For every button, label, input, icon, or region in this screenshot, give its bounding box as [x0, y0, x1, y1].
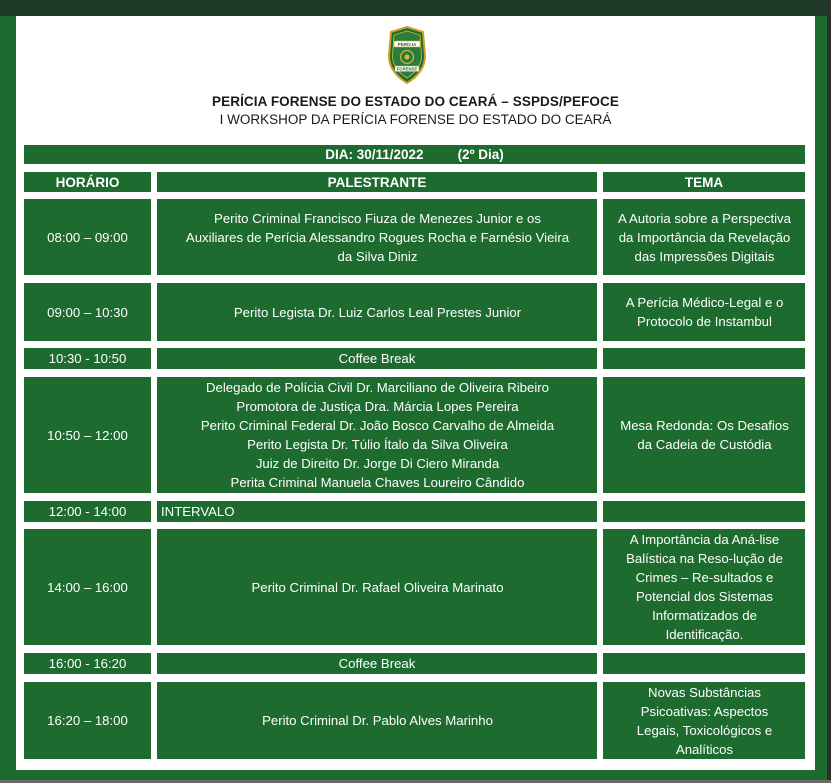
row-7-speaker: Coffee Break: [157, 653, 597, 674]
row-6-speaker: Perito Criminal Dr. Rafael Oliveira Marinato: [157, 529, 597, 645]
logo-text-bottom: FORENSE: [396, 66, 418, 72]
column-header-horario: HORÁRIO: [24, 172, 151, 192]
window-top-edge: [0, 0, 831, 16]
row-8-time: 16:20 – 18:00: [24, 682, 151, 759]
day-bar: [24, 145, 805, 164]
row-1-speaker: Perito Criminal Francisco Fiuza de Menezes Junior e os Auxiliares de Perícia Alessandro Rogues Rocha e Farnésio Vieira da Silva Diniz: [157, 199, 597, 275]
logo-text-top: PERÍCIA: [397, 42, 417, 47]
row-7-theme: [603, 653, 805, 674]
row-8-theme: Novas Substâncias Psicoativas: Aspectos Legais, Toxicológicos e Analíticos: [603, 682, 805, 759]
row-1-theme: A Autoria sobre a Perspectiva da Importância da Revelação das Impressões Digitais: [603, 199, 805, 275]
day-date: DIA: 30/11/2022: [325, 147, 424, 162]
row-6-theme: A Importância da Aná-lise Balística na Reso-lução de Crimes – Re-sultados e Potencial dos Sistemas Informatizados de Identificação.: [603, 529, 805, 645]
row-2-time: 09:00 – 10:30: [24, 283, 151, 341]
row-3-theme: [603, 348, 805, 369]
pefoce-badge-logo: [387, 26, 427, 84]
column-header-palestrante: PALESTRANTE: [157, 172, 597, 192]
row-3-time: 10:30 - 10:50: [24, 348, 151, 369]
row-4-time: 10:50 – 12:00: [24, 377, 151, 493]
row-2-theme: A Perícia Médico-Legal e o Protocolo de Instambul: [603, 283, 805, 341]
row-5-time: 12:00 - 14:00: [24, 501, 151, 522]
row-4-theme: Mesa Redonda: Os Desafios da Cadeia de Custódia: [603, 377, 805, 493]
column-header-tema: TEMA: [603, 172, 805, 192]
day-number: (2º Dia): [457, 147, 504, 162]
row-1-time: 08:00 – 09:00: [24, 199, 151, 275]
row-6-time: 14:00 – 16:00: [24, 529, 151, 645]
row-7-time: 16:00 - 16:20: [24, 653, 151, 674]
page-title: PERÍCIA FORENSE DO ESTADO DO CEARÁ – SSPDS/PEFOCE: [212, 94, 619, 109]
row-5-speaker: INTERVALO: [157, 501, 597, 522]
row-4-speaker: Delegado de Polícia Civil Dr. Marciliano de Oliveira Ribeiro Promotora de Justiça Dra. Márcia Lopes Pereira Perito Criminal Federal Dr. João Bosco Carvalho de Almeida Perito Legista Dr. Túlio Ítalo da Silva Oliveira Juiz de Direito Dr. Jorge Di Ciero Miranda Perita Criminal Manuela Chaves Loureiro Cândido: [157, 377, 597, 493]
row-8-speaker: Perito Criminal Dr. Pablo Alves Marinho: [157, 682, 597, 759]
row-2-speaker: Perito Legista Dr. Luiz Carlos Leal Prestes Junior: [157, 283, 597, 341]
row-5-theme: [603, 501, 805, 522]
row-3-speaker: Coffee Break: [157, 348, 597, 369]
page-subtitle: I WORKSHOP DA PERÍCIA FORENSE DO ESTADO DO CEARÁ: [219, 112, 612, 127]
